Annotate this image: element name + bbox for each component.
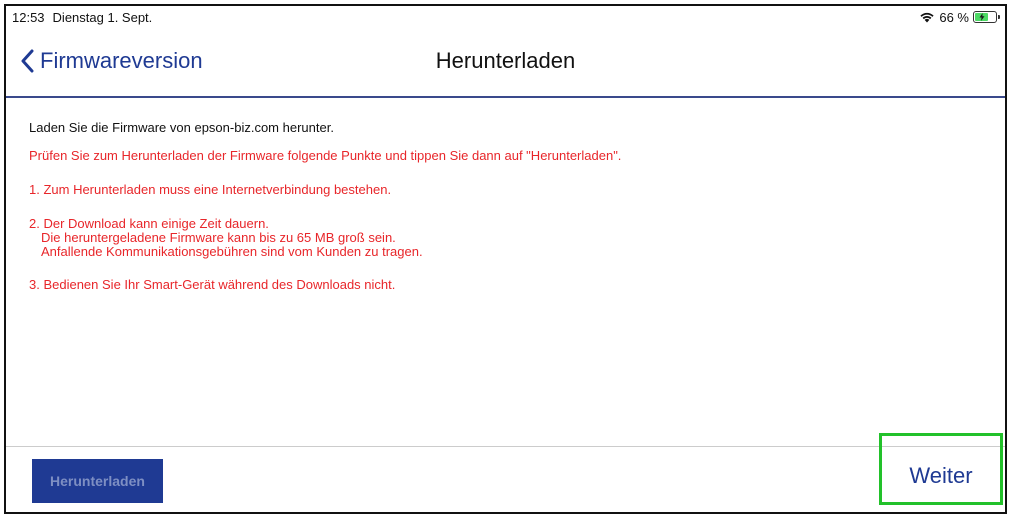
requirement-no-operation: 3. Bedienen Sie Ihr Smart-Gerät während des Downloads nicht. (29, 277, 396, 292)
requirement-download-time-line1: 2. Der Download kann einige Zeit dauern. (29, 216, 269, 231)
status-bar (6, 6, 1005, 28)
instructions-panel (6, 100, 1005, 445)
battery-percent: 66 % (939, 9, 969, 25)
app-window (4, 4, 1007, 514)
requirement-internet: 1. Zum Herunterladen muss eine Internetverbindung bestehen. (29, 182, 392, 197)
requirement-download-size: Die heruntergeladene Firmware kann bis zu 65 MB groß sein. (41, 230, 396, 245)
check-instruction: Prüfen Sie zum Herunterladen der Firmware folgende Punkte und tippen Sie dann auf "Herunterladen". (29, 148, 622, 163)
bottom-toolbar (6, 446, 1005, 512)
wifi-icon (919, 11, 935, 23)
download-button[interactable]: Herunterladen (32, 459, 163, 503)
page-title: Herunterladen (435, 48, 576, 73)
next-button[interactable] (879, 433, 1003, 505)
status-right (919, 10, 997, 25)
back-button-label: Firmwareversion (40, 48, 203, 73)
charging-bolt-icon (978, 13, 986, 21)
requirement-charges: Anfallende Kommunikationsgebühren sind vom Kunden zu tragen. (41, 244, 423, 259)
chevron-left-icon (20, 49, 34, 73)
status-date: Dienstag 1. Sept. (52, 9, 153, 25)
status-left (12, 10, 152, 25)
status-time: 12:53 (12, 9, 45, 25)
battery-level (975, 13, 988, 21)
requirement-download-time (29, 217, 1005, 259)
next-button-label: Weiter (909, 463, 973, 488)
battery-icon (973, 11, 997, 23)
navigation-bar (6, 28, 1005, 98)
intro-text: Laden Sie die Firmware von epson-biz.com herunter. (29, 120, 334, 135)
back-button[interactable] (20, 48, 203, 74)
